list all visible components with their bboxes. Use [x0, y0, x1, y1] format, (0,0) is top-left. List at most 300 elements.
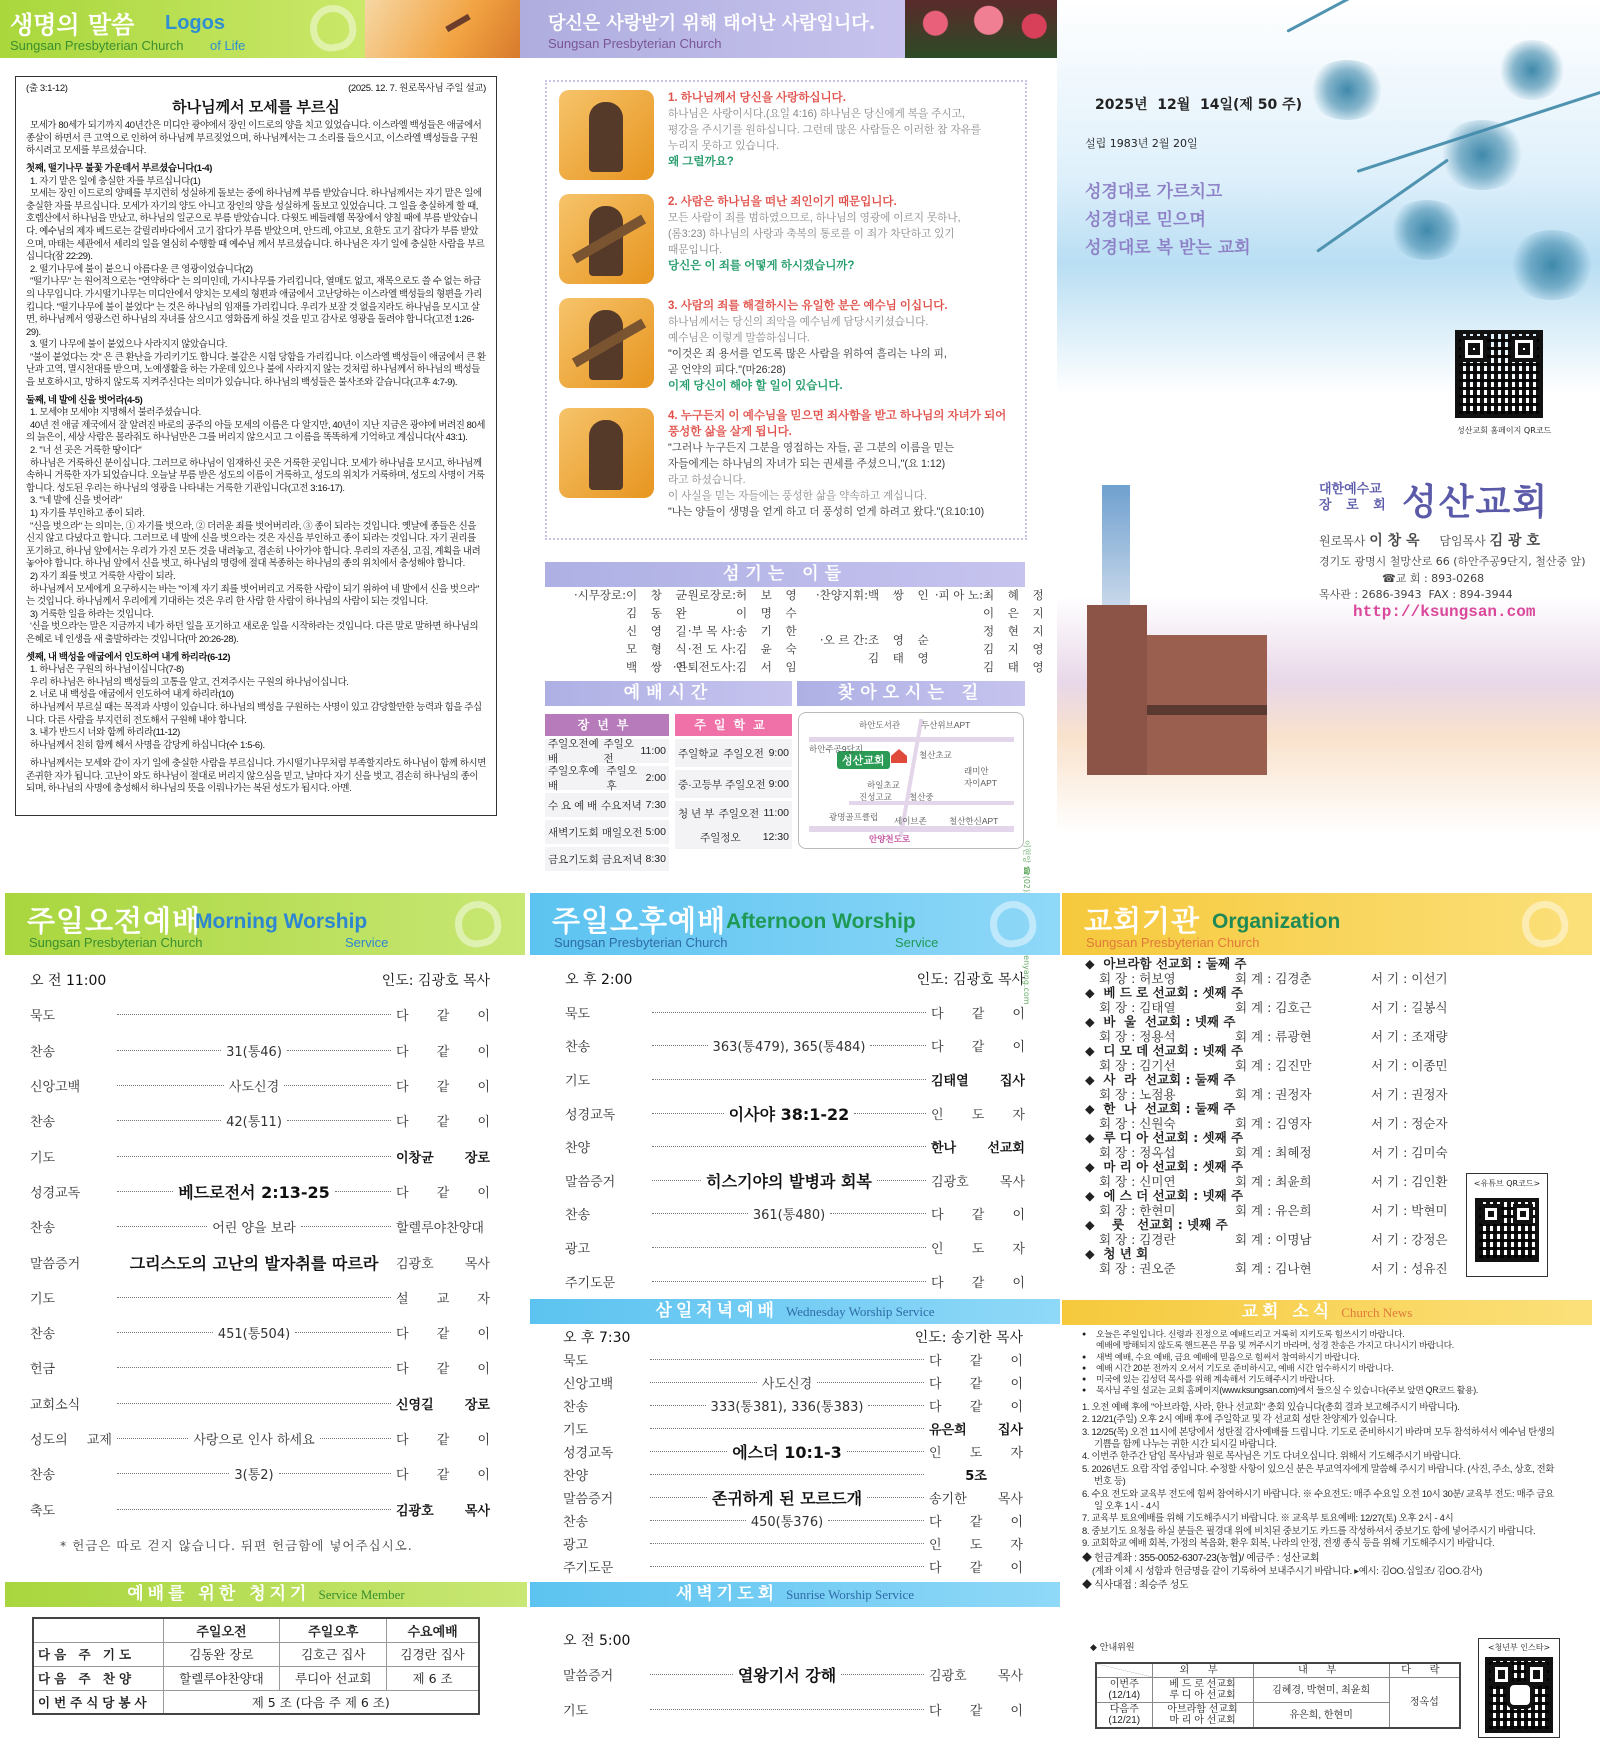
- map-place: 하안도서관: [859, 720, 901, 730]
- org-members: [1085, 1059, 1507, 1074]
- row-header: 다음 주 찬양: [33, 1666, 163, 1690]
- news-item: 3. 12/25(목) 오전 11시에 본당에서 성탄절 감사예배를 드립니다. 기도로 준비하시기 바라며 모두 참석하셔서 예수님 탄생의 기쁨을 함께 나누는 귀한 시간 되시길 바랍니다.: [1082, 1425, 1555, 1449]
- dotted-leader: [652, 1213, 748, 1214]
- staff-name: 이 창 균: [626, 588, 692, 602]
- gospel-line: 곧 언약의 피다."(마26:28): [668, 364, 786, 376]
- org-group: [1085, 1102, 1507, 1117]
- sermon-paragraph: '신을 벗으라'는 말은 지금까지 네가 하던 일을 포기하고 새로운 일을 시작하라는 것입니다. 다른 말로 말하면 하나님의 은혜로 네 인생을 새 출발하라는 것입니다(마 20:26-28).: [26, 620, 479, 644]
- org-sep: :: [1188, 1130, 1203, 1145]
- gospel-illustration: [559, 90, 654, 180]
- dotted-leader: [117, 1367, 391, 1368]
- org-role: 회 계 :: [1235, 1231, 1276, 1247]
- sermon-paragraph: 2. "너 선 곳은 거룩한 땅이다": [30, 444, 142, 456]
- cover-motto: [1085, 178, 1251, 262]
- org-person: 김호근: [1275, 999, 1312, 1015]
- order-content: 사도신경: [761, 1377, 813, 1392]
- org-members: [1085, 1030, 1507, 1045]
- afternoon-church: Sungsan Presbyterian Church: [554, 935, 728, 950]
- service-members-en: Service Member: [318, 1587, 405, 1602]
- map-place: 하안주공9단지: [809, 744, 863, 754]
- order-person: 다 같 이: [396, 1433, 491, 1448]
- sermon-paragraph: "신을 벗으라" 는 의미는, ① 자기를 벗으라, ② 더러운 죄를 벗어버리라, ③ 종이 되라는 것입니다. 옛날에 종들은 신을 신지 않고 다녔다고 합니다. 그러므로 네 발에 신을 벗으라는 것은 자신을 부인하고 종이 되라는 것입니다. 자기 권리를 포기하고, 하나님 앞에서는 우리가 가진 모든 것을 내려놓고, 겸손히 나아가야 합니다. 우리의 자존심, 고집, 계획을 내려놓아야 합니다. 하나님 앞에서 신을 벗고, 하나님의 명령에 절대 복종하는 하나님의 종의 위치에서 충성해야 합니다.: [26, 519, 481, 569]
- phone: ☎교 회 : 893-0268: [1382, 572, 1485, 585]
- dawn-order: [563, 1622, 1023, 1727]
- order-label: 찬송: [30, 1327, 56, 1343]
- times-cell: 주일오후: [606, 765, 637, 792]
- org-week: 둘째 주: [1194, 1072, 1236, 1087]
- dotted-leader: [650, 1474, 924, 1475]
- dotted-leader: [650, 1520, 746, 1521]
- org-role: 회 장 :: [1099, 1231, 1140, 1247]
- order-person: 다 같 이: [396, 1362, 490, 1378]
- org-person: 최윤희: [1275, 1173, 1312, 1189]
- gospel-illustration: [559, 408, 654, 498]
- org-role: 회 계 :: [1235, 1260, 1276, 1276]
- org-role: 회 장 :: [1099, 1144, 1140, 1160]
- order-item: [30, 1491, 490, 1526]
- service-time-row: [563, 1325, 1023, 1348]
- dotted-leader: [287, 1120, 391, 1121]
- wednesday-header: [530, 1299, 1060, 1324]
- order-label: 찬양: [563, 1469, 589, 1484]
- table-cell: 김동완 장로: [163, 1642, 280, 1666]
- org-person: 성유진: [1411, 1260, 1448, 1276]
- org-role: 서 기 :: [1371, 1202, 1412, 1218]
- homepage-qr-code[interactable]: [1455, 330, 1543, 418]
- org-member: [1099, 1175, 1235, 1190]
- order-content: 451(통504): [217, 1327, 291, 1343]
- youtube-qr-box[interactable]: [1466, 1173, 1548, 1277]
- news-en: Church News: [1341, 1305, 1413, 1320]
- organization-title: 교회기관: [1084, 904, 1201, 938]
- church-name: 성산교회: [1402, 482, 1550, 523]
- org-name: 마 리 아 선교회: [1103, 1159, 1189, 1174]
- times-cell: 주일오후예배: [548, 765, 599, 792]
- logos-church: Sungsan Presbyterian Church: [10, 38, 184, 53]
- org-member: [1235, 1030, 1371, 1045]
- org-person: 노점용: [1139, 1086, 1176, 1102]
- motto-line: 성경대로 복 받는 교회: [1085, 238, 1251, 258]
- org-members: [1085, 1117, 1507, 1132]
- news-bullet: ● 목사님 주일 설교는 교회 홈페이지(www.ksungsan.com)에서 들으실 수 있습니다(주보 앞면 QR코드 활용).: [1082, 1385, 1562, 1396]
- table-cell: 제 6 조: [387, 1666, 479, 1690]
- gospel-line: 평강을 주시기를 원하십니다. 그런데 많은 사람들은 이러한 참 자유를: [668, 124, 982, 136]
- sermon-date: (2025. 12. 7. 원로목사님 주일 설교): [348, 83, 486, 94]
- dotted-leader: [650, 1543, 924, 1544]
- org-role: 서 기 :: [1371, 1231, 1412, 1247]
- morning-church: Sungsan Presbyterian Church: [29, 935, 203, 950]
- church-building-image: [1077, 455, 1277, 755]
- order-person: 김광호 목사: [396, 1503, 490, 1519]
- service-time: 오 후 2:00: [565, 971, 633, 988]
- org-week: 넷째 주: [1202, 1188, 1244, 1203]
- morning-order: [30, 962, 490, 1527]
- order-label: 교회소식: [30, 1397, 81, 1413]
- staff-role: ·피 아 노:: [934, 588, 983, 602]
- gospel-line: 모든 사람이 죄를 범하였으므로, 하나님의 영광에 이르지 못하나,: [668, 212, 961, 224]
- times-cell: 주일오전: [723, 747, 764, 760]
- dotted-leader: [117, 1191, 173, 1192]
- order-label: 말씀증거: [565, 1174, 616, 1190]
- directions-map: [798, 712, 1024, 849]
- org-person: 허보영: [1139, 970, 1176, 986]
- org-sep: :: [1181, 1014, 1195, 1029]
- sermon-paragraph: 2) 자기 죄를 벗고 거룩한 사람이 되라.: [30, 569, 176, 581]
- order-label: 찬양: [565, 1141, 591, 1157]
- dotted-leader: [847, 1451, 924, 1452]
- order-label: 말씀증거: [563, 1492, 614, 1507]
- dotted-leader: [652, 1045, 708, 1046]
- order-person: 다 같 이: [396, 1115, 491, 1131]
- gospel-line: 라고 하셨습니다.: [668, 474, 746, 486]
- org-member: [1099, 1088, 1235, 1103]
- org-member: [1235, 1088, 1371, 1103]
- news-bullet: ● 미국에 있는 김성덕 목사를 위해 계속해서 기도해주시기 바랍니다.: [1082, 1374, 1562, 1385]
- order-person: 김광호 목사: [929, 1669, 1023, 1684]
- table-cell: 유은희, 한현미: [1253, 1703, 1389, 1729]
- map-place: 철산초교: [919, 750, 952, 760]
- times-row: [545, 739, 669, 763]
- sermon-paragraph: 3. "네 발에 신을 벗어라": [30, 494, 122, 506]
- org-role: 회 계 :: [1235, 1173, 1276, 1189]
- order-content: 사랑으로 인사 하세요: [193, 1433, 315, 1448]
- staff-name: 이 명 수: [736, 606, 802, 620]
- column-header: 주일오전: [163, 1618, 280, 1642]
- dawn-title: 새벽기도회: [675, 1584, 779, 1604]
- org-members: [1085, 972, 1507, 987]
- order-label: 찬송: [563, 1400, 589, 1415]
- dotted-leader: [287, 1050, 391, 1051]
- heart-icon: [306, 1, 359, 54]
- table-cell: 이번주 (12/14): [1096, 1678, 1152, 1703]
- dotted-leader: [652, 1113, 724, 1114]
- dotted-leader: [117, 1156, 391, 1157]
- org-name: 사 라 선교회: [1103, 1072, 1182, 1087]
- sermon-paragraph: 40년 전 애굽 제국에서 잘 알려진 바로의 공주의 아들 모세의 이름은 다 알지만, 40년이 지난 지금은 광야에 버려진 80세의 늙은이, 세상 사람은 몰라줘도 하나님만은 그를 버리지 않으시고 그 이름을 똑똑하게 기억하고 계십니다(사 43:1).: [26, 418, 486, 443]
- org-person: 강정은: [1411, 1231, 1448, 1247]
- order-person: 인 도 자: [931, 1107, 1025, 1123]
- sermon-paragraph: 모세가 80세가 되기까지 40년간은 미디안 광야에서 장인 이드로의 양을 치고 있었습니다. 이스라엘 백성들은 애굽에서 종살이 하면서 큰 고역으로 인하여 하나님께 부르짖었으며, 하나님께서는 그 소리를 들으시고, 이스라엘 백성들을 구원하시려고 모세를 부르셨습니다.: [26, 119, 482, 156]
- dotted-leader: [117, 1332, 213, 1333]
- order-content: 333(통381), 336(통383): [710, 1400, 864, 1415]
- times-cell: 11:00: [640, 745, 666, 757]
- map-place: 두산위브APT: [921, 720, 971, 730]
- order-item: [563, 1657, 1023, 1692]
- org-person: 김태열: [1139, 999, 1176, 1015]
- org-role: 서 기 :: [1371, 1086, 1412, 1102]
- logos-en: Logos: [165, 12, 225, 34]
- dotted-leader: [650, 1497, 707, 1498]
- diamond-icon: ◆: [1085, 1072, 1104, 1087]
- dotted-leader: [295, 1332, 391, 1333]
- org-sep: :: [1188, 1159, 1203, 1174]
- org-person: 한현미: [1139, 1202, 1176, 1218]
- order-person: 다 같 이: [931, 1040, 1026, 1056]
- order-label: 기도: [565, 1074, 591, 1090]
- order-person: 다 같 이: [396, 1044, 491, 1060]
- order-content: 베드로전서 2:13-25: [178, 1182, 330, 1202]
- times-row: [545, 820, 669, 844]
- gospel-point: [559, 90, 1013, 180]
- order-item: [30, 1421, 490, 1456]
- senior-pastor: 김 광 호: [1489, 533, 1540, 549]
- order-label: 신앙고백: [563, 1377, 614, 1392]
- order-item: [30, 997, 490, 1032]
- times-cell: 주일정오: [700, 831, 741, 844]
- offering-account: ◆ 헌금계좌 : 355-0052-6307-23(농협)/ 예금주 : 성산교회: [1082, 1552, 1320, 1564]
- gospel-line: 이제 당신이 해야 할 일이 있습니다.: [668, 380, 843, 392]
- org-member: [1235, 1059, 1371, 1074]
- times-cell: 주일학교: [678, 747, 719, 760]
- dotted-leader: [841, 1674, 924, 1675]
- times-row: [675, 770, 792, 798]
- offering-note: (계좌 이체 시 성함과 헌금명을 같이 기록하여 보내주시기 바랍니다. ▸예시: 김OO.십일조/ 김OO.감사): [1092, 1565, 1483, 1577]
- org-group: [1085, 1247, 1507, 1262]
- org-week: 넷째 주: [1202, 1043, 1244, 1058]
- dotted-leader: [335, 1191, 391, 1192]
- order-person: 다 같 이: [929, 1400, 1024, 1415]
- column-header: 다 락: [1389, 1663, 1460, 1678]
- gospel-line: 자들에게는 하나님의 자녀가 되는 권세를 주셨으니,"(요 1:12): [668, 458, 946, 470]
- dotted-leader: [877, 1180, 926, 1181]
- org-member: [1099, 1117, 1235, 1132]
- org-person: 정옥섭: [1139, 1144, 1176, 1160]
- diamond-icon: ◆: [1085, 1188, 1104, 1203]
- dotted-leader: [650, 1709, 924, 1710]
- news-item: 8. 중보기도 요청을 하실 분들은 필경대 위에 비치된 중보기도 카드를 작성하셔서 중보기도 함에 넣어주시기 바랍니다.: [1082, 1524, 1536, 1536]
- dotted-leader: [817, 1382, 924, 1383]
- staff-role: ·은퇴전도사:: [672, 660, 736, 674]
- dotted-leader: [828, 1520, 924, 1521]
- order-item: [563, 1509, 1023, 1532]
- staff-name: 김 동 완: [626, 606, 692, 620]
- service-members-table: [32, 1617, 480, 1715]
- org-sep: :: [1188, 1188, 1203, 1203]
- order-label: 광고: [563, 1538, 589, 1553]
- table-cell: 베 드 로 선교회 루 디 아 선교회: [1152, 1678, 1253, 1703]
- order-label: 말씀증거: [30, 1256, 81, 1272]
- org-member: [1099, 1146, 1235, 1161]
- order-content: 3(통2): [234, 1468, 274, 1484]
- order-label: 찬송: [30, 1115, 56, 1131]
- website-link[interactable]: http://ksungsan.com: [1353, 603, 1536, 621]
- order-content: 그리스도의 고난의 발자취를 따르라: [129, 1253, 379, 1273]
- org-person: 김나현: [1275, 1260, 1312, 1276]
- diamond-icon: ◆: [1085, 1217, 1104, 1232]
- cover-panel: [1057, 0, 1600, 877]
- staff-name: 백 쌍 인: [868, 588, 934, 602]
- gospel-line: 왜 그럴까요?: [668, 156, 734, 168]
- org-person: 유은희: [1275, 1202, 1312, 1218]
- gospel-point-title: 3. 사람의 죄를 해결하시는 유일한 분은 예수님 이십니다.: [668, 300, 948, 312]
- order-content: 31(통46): [226, 1044, 282, 1060]
- sermon-paragraph: 3. 떨기 나무에 불이 붙었으나 사라지지 않았습니다.: [30, 338, 228, 350]
- order-item: [30, 1033, 490, 1068]
- org-role: 회 장 :: [1099, 1260, 1140, 1276]
- times-cell: 주일오전: [718, 807, 760, 820]
- order-person: 다 같 이: [929, 1354, 1023, 1369]
- service-members-header: [5, 1582, 527, 1607]
- staff-name: 최 혜 정: [983, 588, 1049, 602]
- org-name: 청 년 회: [1103, 1246, 1149, 1261]
- map-place: 철산중: [909, 792, 934, 802]
- staff-group: [670, 640, 802, 658]
- dotted-leader: [650, 1405, 706, 1406]
- corner-cell: [1096, 1663, 1152, 1678]
- org-member: [1099, 972, 1235, 987]
- order-person: 다 같 이: [929, 1377, 1024, 1392]
- times-cell: 8:30: [645, 853, 666, 865]
- dotted-leader: [279, 1473, 391, 1474]
- organization-header: [1062, 893, 1592, 955]
- times-row: [545, 793, 669, 817]
- org-role: 회 계 :: [1235, 1028, 1276, 1044]
- org-sep: :: [1181, 1101, 1195, 1116]
- times-cell: 2:00: [645, 772, 666, 784]
- news-item: 9. 교회학교 예배 회복, 가정의 복음화, 환우 회복, 나라의 안정, 전쟁 종식 등을 위해 기도해주시기 바랍니다.: [1082, 1537, 1495, 1549]
- dotted-leader: [117, 1438, 188, 1439]
- gospel-text: [668, 90, 981, 180]
- sermon-paragraph: 하나님께서 친히 함께 해서 사명을 감당케 하십니다(수 1:5-6).: [30, 738, 265, 750]
- times-cell: 수요저녁: [601, 799, 642, 812]
- youtube-qr-code[interactable]: [1475, 1198, 1539, 1262]
- ushers-table: [1095, 1662, 1461, 1729]
- org-member: [1235, 1233, 1371, 1248]
- org-person: 김진만: [1275, 1057, 1312, 1073]
- order-content: 이사야 38:1-22: [728, 1104, 850, 1124]
- order-item: [565, 1063, 1025, 1097]
- diamond-icon: ◆: [1085, 1043, 1104, 1058]
- times-cell: 주일오전예배: [548, 738, 599, 765]
- org-role: 서 기 :: [1371, 1028, 1412, 1044]
- order-label: 기도: [30, 1150, 56, 1166]
- sermon-paragraph: 3) 거룩한 일을 하라는 것입니다.: [30, 607, 154, 619]
- insta-qr-box[interactable]: [1478, 1638, 1560, 1738]
- news-item: 2. 12/21(주일) 오후 2시 예배 후에 주일학교 및 각 선교회 성탄 찬양제가 있습니다.: [1082, 1413, 1397, 1425]
- org-members: [1085, 1262, 1507, 1277]
- order-label: 광고: [565, 1242, 591, 1258]
- order-item: [30, 1280, 490, 1315]
- times-cell: 금요기도회: [548, 853, 599, 866]
- table-cell: 아브라함 선교회 마 리 아 선교회: [1152, 1703, 1253, 1729]
- times-cell: 9:00: [768, 778, 789, 790]
- order-content: 450(통376): [750, 1515, 824, 1530]
- offering-note: * 헌금은 따로 걷지 않습니다. 뒤편 헌금함에 넣어주십시오.: [60, 1538, 413, 1553]
- order-item: [30, 1174, 490, 1209]
- order-person: 다 같 이: [929, 1704, 1023, 1719]
- sermon-scripture: (출 3:1-12): [26, 83, 68, 94]
- times-table-header: 주일학교: [675, 714, 792, 736]
- dotted-leader: [868, 1405, 924, 1406]
- order-person: 신영길 장로: [396, 1397, 490, 1413]
- order-item: [30, 1315, 490, 1350]
- dawn-en: Sunrise Worship Service: [786, 1587, 915, 1602]
- phone2: 목사관 : 2686-3943 FAX : 894-3944: [1319, 588, 1513, 601]
- org-role: 회 장 :: [1099, 1028, 1140, 1044]
- org-member: [1371, 1030, 1507, 1045]
- order-label: 기도: [30, 1291, 56, 1307]
- sermon-paragraph: 1. 하나님은 구원의 하나님이십니다(7-8): [30, 663, 184, 675]
- order-person: 다 같 이: [931, 1275, 1025, 1291]
- order-item: [565, 1264, 1025, 1298]
- dotted-leader: [320, 1438, 391, 1439]
- order-item: [30, 1350, 490, 1385]
- sermon-title: 하나님께서 모세를 부르심: [172, 98, 340, 116]
- org-member: [1371, 1001, 1507, 1016]
- staff-name: 김 태 영: [983, 660, 1049, 674]
- times-cell: 중·고등부: [678, 778, 723, 791]
- order-person: 인 도 자: [929, 1446, 1024, 1461]
- org-member: [1099, 1001, 1235, 1016]
- org-person: 김기선: [1139, 1057, 1176, 1073]
- order-item: [30, 1138, 490, 1173]
- org-week: 셋째 주: [1202, 1159, 1244, 1174]
- wednesday-order: [563, 1325, 1023, 1578]
- times-cell: 주일오전: [725, 778, 766, 791]
- gospel-line: (롬3:23) 하나님의 사랑과 축복의 통로를 이 죄가 차단하고 있기: [668, 228, 955, 240]
- staff-role: ·시무장로:: [574, 588, 626, 602]
- order-item: [563, 1417, 1023, 1440]
- cover-founded: 설립 1983년 2월 20일: [1085, 137, 1198, 150]
- gospel-text: [668, 408, 1013, 520]
- times-row: [675, 825, 792, 849]
- table-cell: 김호근 집사: [280, 1642, 387, 1666]
- org-member: [1099, 1204, 1235, 1219]
- order-person: 다 같 이: [396, 1009, 490, 1025]
- org-member: [1371, 1117, 1507, 1132]
- org-member: [1235, 1262, 1371, 1277]
- service-time: 오 전 5:00: [563, 1632, 631, 1649]
- dotted-leader: [650, 1566, 924, 1567]
- org-member: [1371, 1088, 1507, 1103]
- gospel-text: [668, 194, 961, 284]
- row-header: 다음 주 기도: [33, 1642, 163, 1666]
- order-label: 묵도: [563, 1354, 589, 1369]
- row-header: 이번주식당봉사: [33, 1690, 163, 1714]
- sermon-paragraph: 하나님께서는 모세와 같이 자기 일에 충실한 사람을 부르십니다. 가시떨기나무처럼 부족할지라도 하나님이 함께 하시면 존귀한 자가 됩니다. 고난이 와도 하나님이 절대로 버리지 않으심을 믿고, 날마다 자기 신을 벗고, 겸손히 하나님의 종이 되며, 하나님의 사명에 충성해서 하나님의 뜻을 이뤄나가는 복된 성도가 됩시다. 아멘.: [26, 757, 486, 794]
- staff-group: [670, 658, 802, 676]
- tulip-photo: [905, 0, 1057, 58]
- dotted-leader: [117, 1473, 229, 1474]
- denomination-line: 장 로 회: [1319, 498, 1391, 513]
- org-week: 넷째 주: [1187, 1217, 1228, 1232]
- order-content: 히스기야의 발병과 회복: [706, 1171, 872, 1191]
- org-person: 이선기: [1411, 970, 1448, 986]
- org-member: [1235, 1204, 1371, 1219]
- order-item: [565, 1029, 1025, 1063]
- sermon-paragraph: 셋째, 내 백성을 애굽에서 인도하여 내게 하리라(6-12): [26, 650, 231, 662]
- diamond-icon: ◆: [1085, 1101, 1104, 1116]
- dotted-leader: [652, 1012, 926, 1013]
- news-item: 4. 이번주 한주간 담임 목사님과 원로 목사님은 기도 다녀오십니다. 위해서 기도해주시기 바랍니다.: [1082, 1450, 1461, 1462]
- org-role: 회 계 :: [1235, 1057, 1276, 1073]
- emeritus-label: 원로목사: [1319, 534, 1366, 548]
- times-cell: 매일오전: [601, 826, 643, 839]
- order-content: 에스더 10:1-3: [732, 1443, 842, 1462]
- service-leader: 인도: 김광호 목사: [381, 972, 490, 989]
- person-figure: [589, 102, 623, 172]
- org-name: 한 나 선교회: [1103, 1101, 1182, 1116]
- dotted-leader: [284, 1085, 391, 1086]
- logos-en2: of Life: [210, 38, 246, 53]
- org-role: 회 장 :: [1099, 1173, 1140, 1189]
- column-header: 내 부: [1253, 1663, 1389, 1678]
- order-item: [565, 1164, 1025, 1198]
- afternoon-header: [530, 893, 1060, 955]
- order-item: [565, 1197, 1025, 1231]
- times-cell: 청 년 부: [678, 807, 715, 820]
- org-member: [1371, 972, 1507, 987]
